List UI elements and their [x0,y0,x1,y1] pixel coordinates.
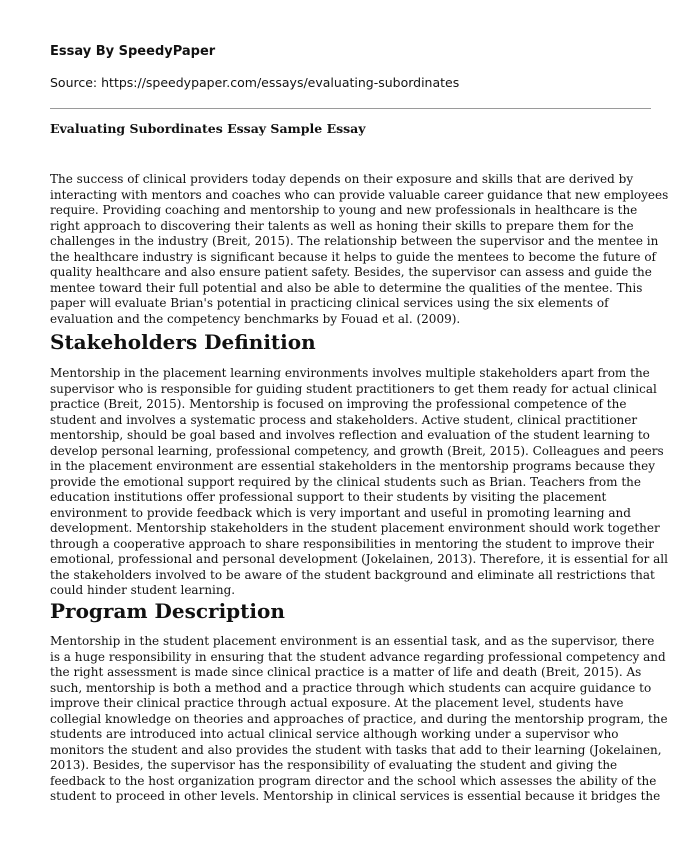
paragraph-line: students are introduced into actual clinical service although working under a supervisor who [50,727,619,741]
intro-line: quality healthcare and also ensure patient safety. Besides, the supervisor can assess and guide the [50,265,652,279]
intro-line: mentee toward their full potential and also be able to determine the qualities of the mentee. This [50,280,643,295]
paragraph-line: collegial knowledge on theories and approaches of practice, and during the mentorship program, the [50,711,668,726]
paragraph-line: the right assessment is made since clinical practice is a matter of life and death (Breit, 2015). As [50,665,642,679]
intro-line: right approach to discovering their talents as well as honing their skills to prepare them for the [50,218,634,233]
intro-line: require. Providing coaching and mentorship to young and new professionals in healthcare is the [50,203,638,217]
paragraph-line: development. Mentorship stakeholders in the student placement environment should work together [50,521,660,535]
paragraph-line: improve their clinical practice through actual exposure. At the placement level, students have [50,696,624,710]
paragraph-line: monitors the student and also provides the student with tasks that add to their learning (Jokelainen, [50,742,662,757]
intro-line: the healthcare industry is significant because it helps to guide the mentees to become the future of [50,249,656,264]
program-paragraph [50,634,668,805]
intro-line: interacting with mentors and coaches who can provide valuable career guidance that new employees [50,187,669,202]
paragraph-line: such, mentorship is both a method and a practice through which students can acquire guidance to [50,680,652,695]
paragraph-line: in the placement environment are essential stakeholders in the mentorship programs because they [50,459,656,473]
header-divider [50,108,651,109]
paragraph-line: is a huge responsibility in ensuring that the student advance regarding professional competency and [50,649,666,664]
section-heading-program: Program Description [50,599,285,623]
paragraph-line: student and involves a systematic process and stakeholders. Active student, clinical practitioner [50,412,638,427]
intro-line: challenges in the industry (Breit, 2015). The relationship between the supervisor and the mentee in [50,234,659,248]
paragraph-line: student to proceed in other levels. Mentorship in clinical services is essential because it bridges the [50,789,661,803]
paragraph-line: Mentorship in the placement learning environments involves multiple stakeholders apart from the [50,366,650,380]
paragraph-line: provide the emotional support required by the clinical students such as Brian. Teachers from the [50,474,641,489]
essay-title: Evaluating Subordinates Essay Sample Essay [50,121,366,136]
paragraph-line: emotional, professional and personal development (Jokelainen, 2013). Therefore, it is essential for all [50,552,668,566]
stakeholders-paragraph [50,366,668,599]
paragraph-line: education institutions offer professional support to their students by visiting the placement [50,490,607,504]
paragraph-line: the stakeholders involved to be aware of the student background and eliminate all restrictions that [50,567,655,582]
intro-line: paper will evaluate Brian's potential in practicing clinical services using the six elements of [50,296,609,310]
intro-line: The success of clinical providers today depends on their exposure and skills that are derived by [50,172,634,186]
intro-paragraph [50,172,669,327]
paragraph-line: environment to provide feedback which is very important and useful in promoting learning and [50,505,631,520]
paragraph-line: through a cooperative approach to share responsibilities in mentoring the student to improve their [50,536,655,551]
paragraph-line: supervisor who is responsible for guiding student practitioners to get them ready for actual clinical [50,381,657,396]
paragraph-line: practice (Breit, 2015). Mentorship is focused on improving the professional competence of the [50,397,627,411]
paragraph-line: feedback to the host organization program director and the school which assesses the ability of the [50,773,657,788]
paragraph-line: 2013). Besides, the supervisor has the responsibility of evaluating the student and giving the [50,758,618,772]
brand-title: Essay By SpeedyPaper [50,44,216,59]
source-line: Source: https://speedypaper.com/essays/evaluating-subordinates [50,75,460,90]
section-heading-stakeholders: Stakeholders Definition [50,330,316,354]
paragraph-line: Mentorship in the student placement environment is an essential task, and as the supervisor, there [50,634,655,648]
intro-line: evaluation and the competency benchmarks by Fouad et al. (2009). [50,311,461,326]
paragraph-line: develop personal learning, professional competency, and growth (Breit, 2015). Colleagues and peers [50,443,664,458]
paragraph-line: mentorship, should be goal based and involves reflection and evaluation of the student learning to [50,428,650,442]
paragraph-line: could hinder student learning. [50,583,236,597]
